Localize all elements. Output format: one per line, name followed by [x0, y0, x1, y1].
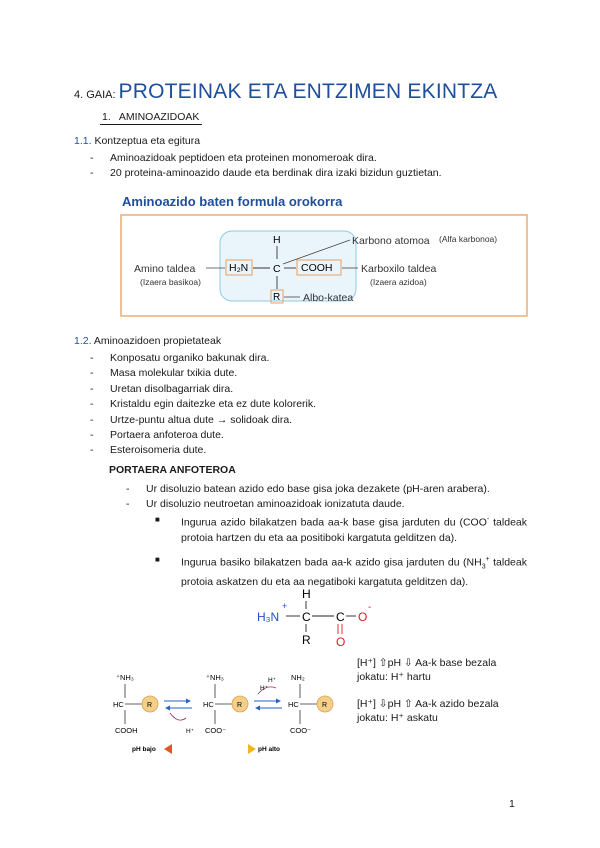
list-item: - Konposatu organiko bakunak dira. — [90, 351, 550, 366]
carboxyl-note: (Izaera azidoa) — [370, 277, 427, 287]
amphoteric-heading: PORTAERA ANFOTEROA — [109, 464, 236, 476]
ph-arrow-right — [248, 744, 256, 754]
c-atom: C — [273, 263, 281, 275]
amino-note: (Izaera basikoa) — [140, 277, 201, 287]
z-plus: + — [282, 601, 288, 611]
condition-item: ■ Ingurua basiko bilakatzen bada aa-k azido gisa jarduten du ($NH_3^+$ taldeak protoia askatzen du eta aa negatiboki kargatuta gelditzen da). — [155, 552, 527, 590]
z-o-double: O — [336, 635, 346, 648]
ph-high-label: pH alto — [258, 746, 281, 753]
ph-low-label: pH bajo — [132, 746, 156, 753]
amino-label: Amino taldea — [134, 263, 196, 275]
s2-bottom: COO⁻ — [205, 726, 227, 735]
subsection-1-2 — [74, 335, 221, 347]
condition-item: ■ Ingurua azido bilakatzen bada aa-k base gisa jarduten du (COO- taldeak protoia hartzen du eta aa positiboki kargatuta gelditzen da). — [155, 512, 527, 546]
h-plus-c: H⁺ — [260, 685, 269, 692]
subsection-title: Kontzeptua eta egitura — [94, 135, 201, 147]
h-atom: H — [273, 234, 281, 246]
h-plus-b: H⁺ — [268, 677, 277, 684]
s3-r: R — [322, 702, 328, 709]
s3-top: NH₂ — [291, 673, 305, 682]
base-note — [357, 697, 537, 725]
formula-diagram — [120, 191, 529, 318]
z-c1: C — [302, 610, 311, 624]
concept-list — [90, 151, 550, 182]
s1-hc: HC — [113, 700, 124, 709]
side-chain-label: Albo-katea — [303, 292, 354, 304]
subsection-number: 1.1. — [74, 135, 92, 147]
h-plus-a: H⁺ — [186, 728, 195, 735]
carboxyl-label: Karboxilo taldea — [361, 263, 437, 275]
list-item: - Esteroisomeria dute. — [90, 443, 550, 458]
list-item: - 20 proteina-aminoazido daude eta berdinak dira izaki bizidun guztietan. — [90, 166, 550, 181]
formula-figure — [120, 191, 529, 318]
section-label: 1. AMINOAZIDOAK — [102, 111, 200, 123]
section-heading — [102, 111, 199, 123]
list-item: - Uretan disolbagarriak dira. — [90, 382, 550, 397]
equilibrium-svg — [108, 662, 348, 762]
subsection-title: Aminoazidoen propietateak — [93, 335, 222, 347]
page-number: 1 — [509, 798, 515, 810]
section-underline — [100, 124, 202, 125]
subsection-number: 1.2. — [74, 335, 92, 347]
subsection-1-1 — [74, 135, 200, 147]
equilibrium-diagram — [108, 662, 348, 762]
h2n-group: H₂N — [229, 262, 249, 274]
z-h: H — [302, 587, 311, 601]
alpha-note: (Alfa karbonoa) — [439, 234, 498, 244]
acid-note — [357, 656, 537, 684]
page-header — [74, 80, 498, 104]
figure-heading: Aminoazido baten formula orokorra — [122, 194, 343, 209]
carbon-label: Karbono atomoa — [352, 235, 430, 247]
properties-list — [90, 351, 550, 459]
r-group: R — [273, 292, 281, 303]
z-r: R — [302, 633, 311, 647]
z-c2: C — [336, 610, 345, 624]
z-h3n: H₃N — [257, 610, 280, 624]
s1-bottom: COOH — [115, 726, 138, 735]
note-line: [H⁺] ⇧pH ⇩ Aa-k base bezala — [357, 657, 497, 669]
list-item: - Ur disoluzio batean azido edo base gisa joka dezakete (pH-aren arabera). — [126, 482, 526, 497]
s1-top: ⁺NH₃ — [116, 673, 134, 682]
s2-r: R — [237, 702, 243, 709]
list-item: - Urtze-puntu altua dute → solidoak dira. — [90, 413, 550, 428]
z-minus: - — [368, 602, 372, 613]
ph-arrow-left — [164, 744, 172, 754]
list-item: - Kristaldu egin daitezke eta ez dute kolorerik. — [90, 397, 550, 412]
s1-r: R — [147, 702, 153, 709]
chapter-number: 4. GAIA: — [74, 89, 116, 101]
note-line: jokatu: H⁺ hartu — [357, 671, 431, 683]
amphoteric-list — [126, 482, 526, 513]
s3-hc: HC — [288, 700, 299, 709]
zwitterion-structure — [250, 582, 380, 648]
s2-top: ⁺NH₃ — [206, 673, 224, 682]
note-line: [H⁺] ⇩pH ⇧ Aa-k azido bezala — [357, 698, 499, 710]
list-item: - Ur disoluzio neutroetan aminoazidoak ionizatuta daude. — [126, 497, 526, 512]
z-o-single: O — [358, 610, 368, 624]
proton-arrow-1 — [170, 713, 186, 720]
page-title: PROTEINAK ETA ENTZIMEN EKINTZA — [118, 80, 498, 103]
list-item: - Portaera anfoteroa dute. — [90, 428, 550, 443]
s2-hc: HC — [203, 700, 214, 709]
s3-bottom: COO⁻ — [290, 726, 312, 735]
zwitterion-svg — [250, 582, 380, 648]
note-line: jokatu: H⁺ askatu — [357, 712, 438, 724]
cooh-group: COOH — [301, 262, 333, 274]
list-item: - Aminoazidoak peptidoen eta proteinen monomeroak dira. — [90, 151, 550, 166]
list-item: - Masa molekular txikia dute. — [90, 366, 550, 381]
